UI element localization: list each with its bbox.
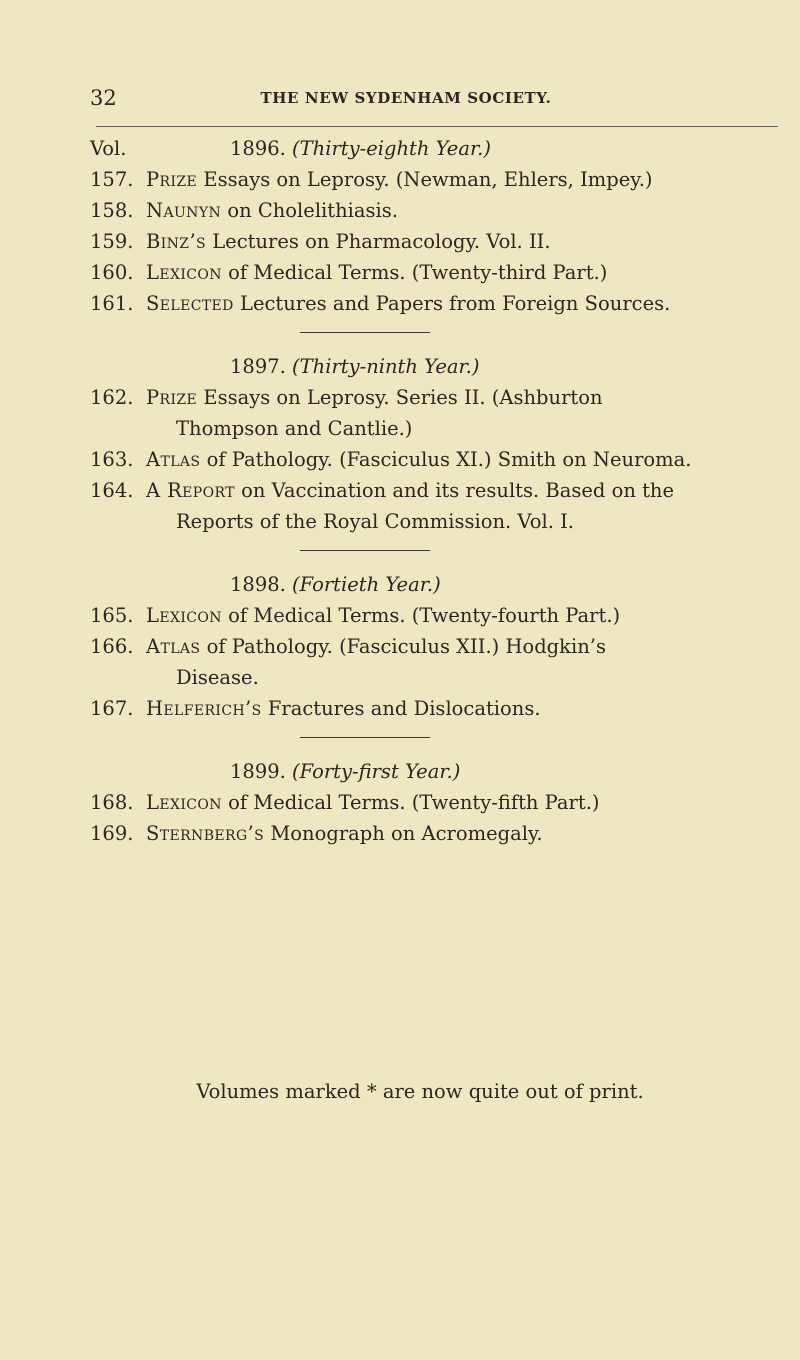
volume-number: 164. <box>90 479 134 502</box>
year-heading-line <box>0 756 800 787</box>
vol-column-label: Vol. <box>90 137 127 160</box>
title-lead-word: Sternberg’s <box>146 822 265 845</box>
volume-entry <box>0 226 800 257</box>
section-divider <box>300 737 430 738</box>
volume-entry <box>0 195 800 226</box>
volume-entry <box>0 693 800 724</box>
title-rest: of Medical Terms. (Twenty-fifth Part.) <box>221 791 600 814</box>
year-note: (Fortieth Year.) <box>292 573 441 596</box>
volume-number: 161. <box>90 292 134 315</box>
year-section <box>0 756 800 849</box>
volume-number: 166. <box>90 635 134 658</box>
section-divider <box>300 332 430 333</box>
title-lead-word: Prize <box>146 386 198 409</box>
volume-title <box>146 382 722 413</box>
volume-entry-continuation <box>0 506 800 537</box>
year-heading-line <box>0 569 800 600</box>
title-lead-word: Lexicon <box>146 604 222 627</box>
year-heading <box>230 133 491 164</box>
volume-number: 160. <box>90 261 134 284</box>
title-lead-word: Lexicon <box>146 791 222 814</box>
footnote: Volumes marked * are now quite out of print. <box>196 1080 644 1103</box>
volume-entry <box>0 600 800 631</box>
title-rest: Essays on Leprosy. (Newman, Ehlers, Impey.) <box>197 168 653 191</box>
volume-number: 157. <box>90 168 134 191</box>
volume-title <box>146 631 722 662</box>
year-note: (Forty-first Year.) <box>292 760 461 783</box>
title-rest: Essays on Leprosy. Series II. (Ashburton <box>197 386 603 409</box>
volume-title <box>146 164 722 195</box>
volume-title <box>146 444 722 475</box>
volume-entry <box>0 818 800 849</box>
volume-title <box>146 288 722 319</box>
title-lead-word: Atlas <box>146 448 201 471</box>
title-rest: Lectures and Papers from Foreign Sources. <box>233 292 671 315</box>
title-lead-word: Lexicon <box>146 261 222 284</box>
title-rest: on Vaccination and its results. Based on the <box>234 479 675 502</box>
volume-entry <box>0 475 800 506</box>
year-note: (Thirty-eighth Year.) <box>292 137 491 160</box>
title-rest: of Medical Terms. (Twenty-fourth Part.) <box>221 604 621 627</box>
volume-entry <box>0 382 800 413</box>
volume-number: 158. <box>90 199 134 222</box>
title-rest: of Pathology. (Fasciculus XII.) Hodgkin’s <box>200 635 606 658</box>
title-lead-word: Naunyn <box>146 199 222 222</box>
volume-title <box>146 600 722 631</box>
title-lead-word: Selected <box>146 292 234 315</box>
volume-number: 169. <box>90 822 134 845</box>
title-rest: of Pathology. (Fasciculus XI.) Smith on Neuroma. <box>200 448 692 471</box>
year-number: 1896. <box>230 137 286 160</box>
title-rest: Fractures and Dislocations. <box>261 697 541 720</box>
title-continuation: Thompson and Cantlie.) <box>176 417 413 440</box>
title-lead-word: Atlas <box>146 635 201 658</box>
title-rest: of Medical Terms. (Twenty-third Part.) <box>221 261 608 284</box>
year-heading <box>230 756 460 787</box>
year-number: 1899. <box>230 760 286 783</box>
volume-entry <box>0 444 800 475</box>
volume-entry <box>0 288 800 319</box>
volume-number: 159. <box>90 230 134 253</box>
section-divider <box>300 550 430 551</box>
volume-entry-continuation <box>0 662 800 693</box>
year-note: (Thirty-ninth Year.) <box>292 355 480 378</box>
running-head <box>90 86 722 112</box>
volume-number: 165. <box>90 604 134 627</box>
volume-title <box>146 818 722 849</box>
volume-entry <box>0 631 800 662</box>
title-rest: on Cholelithiasis. <box>221 199 398 222</box>
volume-entry-continuation <box>0 413 800 444</box>
year-number: 1897. <box>230 355 286 378</box>
volume-entry <box>0 787 800 818</box>
header-rule <box>96 126 778 127</box>
volume-title <box>146 195 722 226</box>
volume-entry <box>0 257 800 288</box>
volume-list <box>0 133 800 849</box>
title-lead-word: Prize <box>146 168 198 191</box>
title-rest: Monograph on Acromegaly. <box>264 822 543 845</box>
volume-title <box>146 693 722 724</box>
volume-number: 162. <box>90 386 134 409</box>
title-lead-word: Helferich’s <box>146 697 262 720</box>
year-heading-line <box>0 351 800 382</box>
volume-title <box>146 787 722 818</box>
volume-title <box>146 257 722 288</box>
volume-number: 163. <box>90 448 134 471</box>
year-section <box>0 351 800 537</box>
volume-entry <box>0 164 800 195</box>
title-lead-word: Binz’s <box>146 230 207 253</box>
year-section <box>0 133 800 319</box>
title-rest: Lectures on Pharmacology. Vol. II. <box>206 230 551 253</box>
volume-title <box>146 475 722 506</box>
volume-number: 168. <box>90 791 134 814</box>
year-section <box>0 569 800 724</box>
year-heading <box>230 351 479 382</box>
page-number: 32 <box>90 86 117 110</box>
year-heading-line <box>0 133 800 164</box>
year-heading <box>230 569 441 600</box>
title-lead-word: A Report <box>146 479 235 502</box>
title-continuation: Reports of the Royal Commission. Vol. I. <box>176 510 574 533</box>
running-title: THE NEW SYDENHAM SOCIETY. <box>260 89 552 107</box>
year-number: 1898. <box>230 573 286 596</box>
volume-title <box>146 226 722 257</box>
volume-number: 167. <box>90 697 134 720</box>
title-continuation: Disease. <box>176 666 259 689</box>
